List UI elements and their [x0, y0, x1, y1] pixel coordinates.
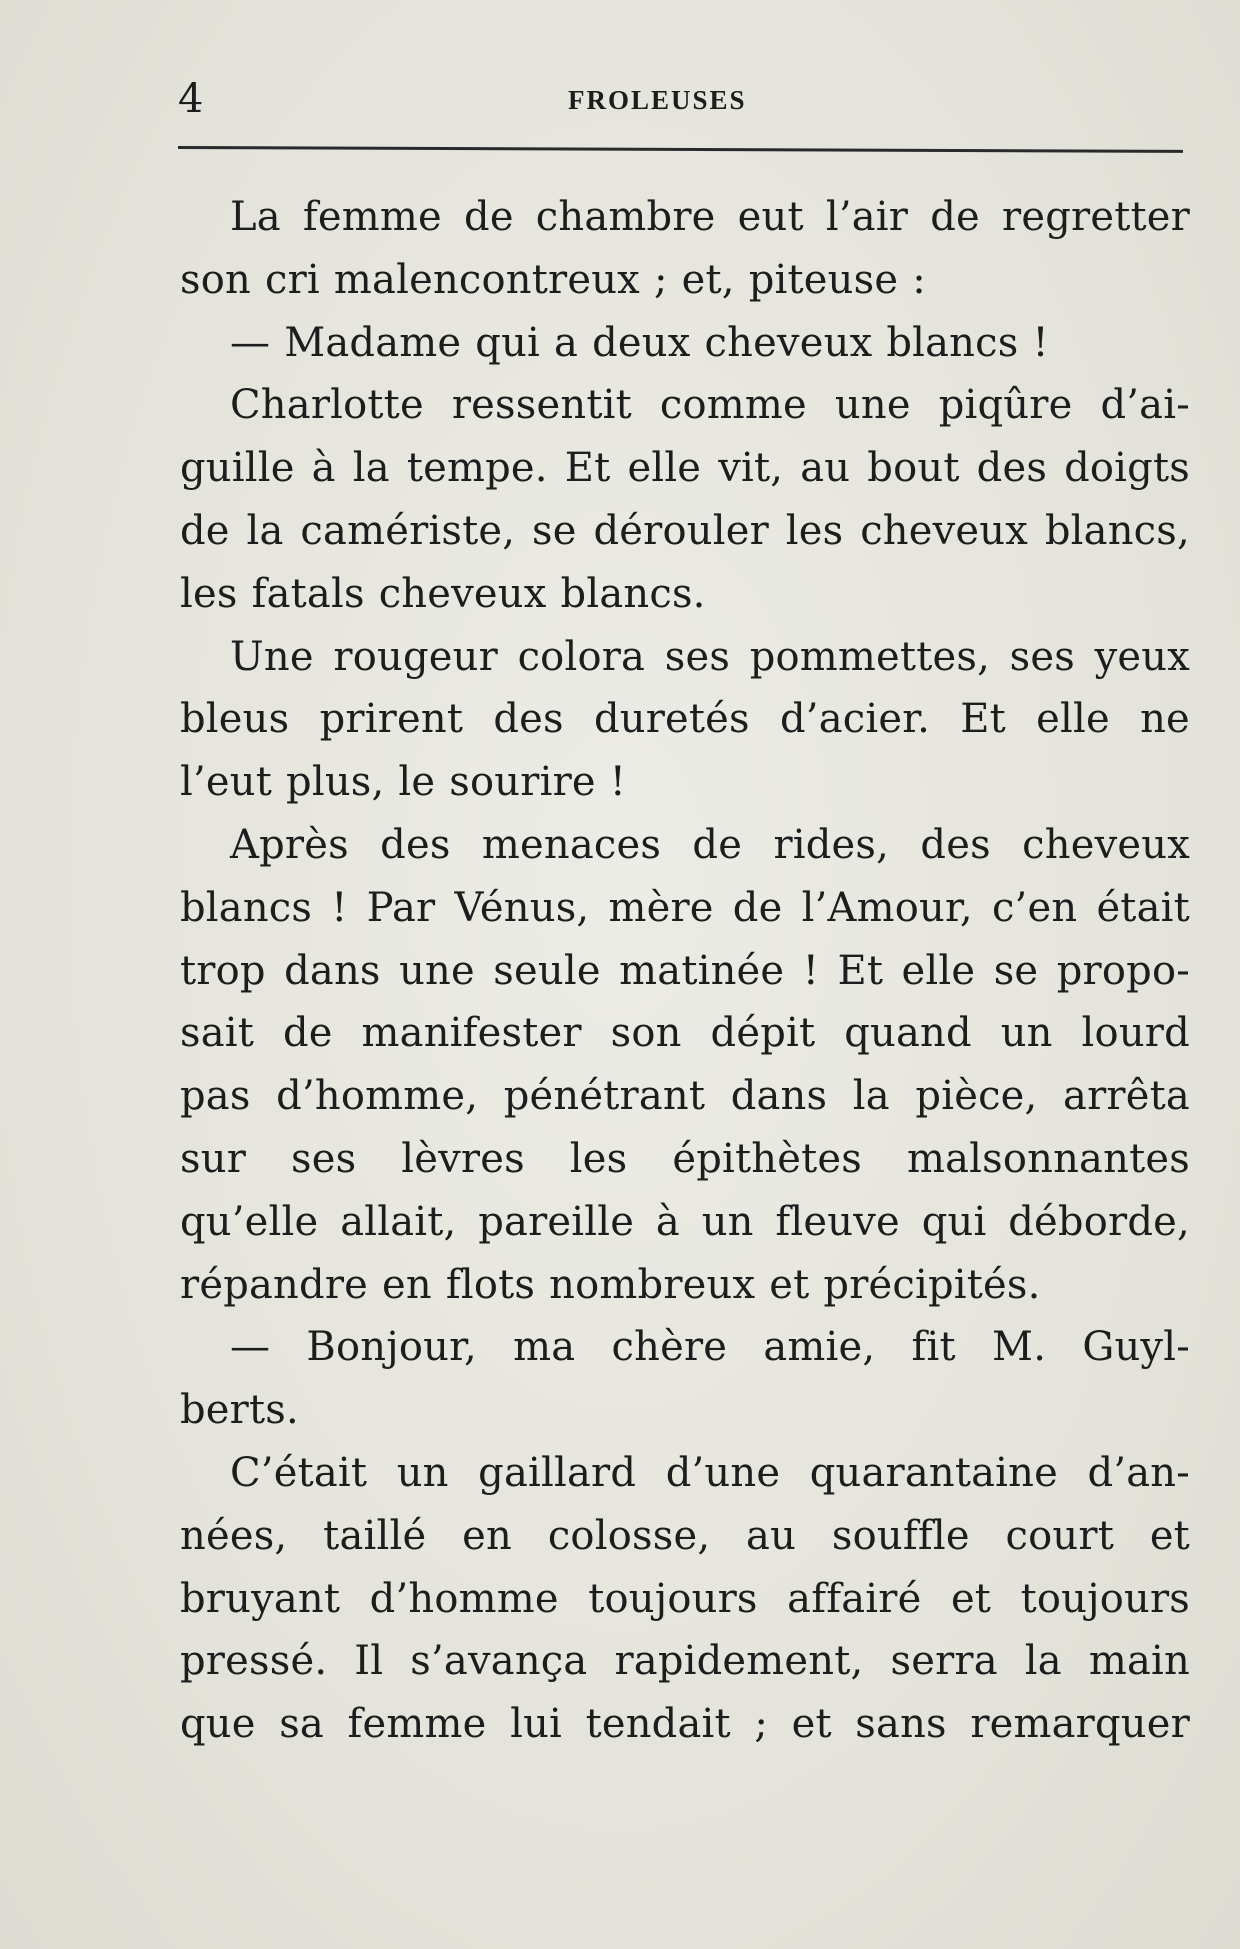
word: Et [960, 696, 1006, 743]
word: qui [475, 319, 541, 366]
word: Une [230, 633, 314, 680]
word: souffle [831, 1512, 970, 1559]
word: le [398, 759, 436, 806]
text-line [180, 1505, 1190, 1568]
word: c’en [991, 884, 1078, 931]
word: chambre [535, 194, 716, 240]
word: les [180, 570, 238, 617]
word: Vénus, [454, 884, 590, 931]
text-line [180, 186, 1190, 249]
word: épithètes [672, 1135, 862, 1182]
word: rides, [773, 821, 890, 868]
word: Et [564, 445, 611, 492]
word: un [1000, 1010, 1053, 1057]
word: amie, [763, 1324, 876, 1371]
word: Il [354, 1638, 384, 1685]
word: main [1088, 1638, 1190, 1685]
word: de [282, 1010, 333, 1057]
word: lourd [1081, 1010, 1190, 1057]
word: d’une [665, 1449, 781, 1496]
word: regretter [1002, 194, 1190, 240]
text-line [180, 877, 1190, 940]
word: tempe. [406, 445, 548, 492]
word: fleuve [775, 1198, 900, 1245]
word: mère [608, 884, 714, 931]
word: d’ai- [1100, 382, 1190, 429]
word: lui [510, 1701, 563, 1748]
word: remarquer [970, 1701, 1190, 1748]
text-line [180, 1442, 1190, 1505]
word: seule [493, 947, 601, 994]
word: une [834, 382, 911, 429]
word: gaillard [478, 1449, 637, 1496]
word: de [180, 507, 230, 554]
word: pénétrant [503, 1073, 706, 1120]
text-line [180, 1568, 1190, 1631]
word: de [692, 821, 743, 868]
text-line [180, 437, 1190, 500]
word: cheveux [704, 319, 873, 366]
word: manifester [361, 1010, 582, 1057]
word: fit [911, 1324, 956, 1371]
text-line [180, 1128, 1190, 1191]
word: deux [592, 319, 691, 366]
text-line [180, 814, 1190, 877]
word: camériste, [300, 507, 516, 554]
text-line [180, 312, 1190, 375]
text-line [180, 751, 1190, 814]
word: C’était [230, 1449, 368, 1496]
word: était [1096, 884, 1190, 931]
text-line [180, 1254, 1190, 1317]
word: les [785, 507, 844, 554]
word: malencontreux [333, 256, 640, 303]
word: piteuse [748, 256, 899, 303]
header-rule [178, 146, 1183, 153]
word: l’air [825, 194, 909, 240]
word: pièce, [915, 1073, 1038, 1120]
text-line [180, 1630, 1190, 1693]
word: en [382, 1261, 432, 1308]
text-line [180, 1379, 1190, 1442]
word: ses [664, 633, 731, 680]
word: nées, [180, 1512, 288, 1559]
word: Madame [284, 319, 462, 366]
word: sa [279, 1701, 324, 1748]
word: sans [855, 1701, 947, 1748]
word: blancs, [1044, 507, 1190, 554]
word: ; [754, 1701, 769, 1748]
word: bout [867, 445, 960, 492]
word: Guyl- [1082, 1324, 1190, 1371]
text-line [180, 1065, 1190, 1128]
text-line [180, 1191, 1190, 1254]
word: des [920, 821, 991, 868]
word: serra [890, 1638, 998, 1685]
word: la [1024, 1638, 1062, 1685]
word: au [746, 1512, 797, 1559]
word: un [701, 1198, 754, 1245]
text-line [180, 940, 1190, 1003]
word: malsonnantes [906, 1135, 1190, 1182]
word: d’homme [369, 1575, 559, 1622]
word: cheveux [1022, 821, 1190, 868]
word: que [180, 1701, 256, 1748]
word: yeux [1094, 633, 1190, 680]
word: ! [802, 947, 820, 994]
word: ne [1140, 696, 1190, 743]
word: de [464, 194, 514, 240]
word: — [230, 1324, 271, 1371]
word: et [791, 1701, 832, 1748]
word: ma [513, 1324, 576, 1371]
body-text [180, 186, 1190, 1756]
word: dans [284, 947, 381, 994]
word: de [732, 884, 783, 931]
word: pommettes, [749, 633, 990, 680]
word: arrêta [1063, 1073, 1190, 1120]
word: quand [844, 1010, 972, 1057]
word: la [852, 1073, 890, 1120]
word: blancs [886, 319, 1019, 366]
word: ses [290, 1135, 357, 1182]
text-line [180, 626, 1190, 689]
word: pareille [478, 1198, 635, 1245]
word: cheveux [378, 570, 547, 617]
word: un [396, 1449, 449, 1496]
word: affairé [787, 1575, 922, 1622]
word: d’acier. [779, 696, 931, 743]
word: au [800, 445, 851, 492]
word: et [769, 1261, 810, 1308]
word: pressé. [180, 1638, 328, 1685]
word: lèvres [401, 1135, 525, 1182]
word: nombreux [549, 1261, 756, 1308]
word: ses [1009, 633, 1075, 680]
word: déborde, [1008, 1198, 1190, 1245]
word: piqûre [938, 382, 1073, 429]
text-line [180, 563, 1190, 626]
word: répandre [180, 1261, 369, 1308]
word: bruyant [180, 1575, 341, 1622]
word: propo- [1056, 947, 1190, 994]
word: de [930, 194, 980, 240]
word: ! [609, 759, 627, 806]
text-line [180, 374, 1190, 437]
word: qu’elle [180, 1198, 319, 1245]
word: doigts [1064, 445, 1190, 492]
word: d’an- [1087, 1449, 1190, 1496]
text-line [180, 1693, 1190, 1756]
word: la [352, 445, 390, 492]
word: Et [837, 947, 884, 994]
word: M. [992, 1324, 1047, 1371]
word: l’Amour, [801, 884, 973, 931]
word: La [230, 194, 281, 240]
word: court [1005, 1512, 1114, 1559]
word: dépit [710, 1010, 816, 1057]
word: a [554, 319, 579, 366]
word: chère [611, 1324, 728, 1371]
word: ; [653, 256, 668, 303]
word: la [246, 507, 284, 554]
word: blancs. [560, 570, 706, 617]
word: colora [517, 633, 646, 680]
word: comme [659, 382, 807, 429]
word: — [230, 319, 271, 366]
word: Après [230, 821, 349, 868]
word: toujours [588, 1575, 758, 1622]
word: blancs [180, 884, 313, 931]
word: ! [1032, 319, 1049, 366]
word: plus, [286, 759, 385, 806]
word: Par [366, 884, 436, 931]
word: dérouler [593, 507, 769, 554]
word: trop [180, 947, 266, 994]
word: : [912, 256, 926, 303]
word: se [993, 947, 1039, 994]
word: en [462, 1512, 513, 1559]
word: d’homme, [276, 1073, 479, 1120]
word: sur [180, 1135, 247, 1182]
word: s’avança [410, 1638, 588, 1685]
word: femme [347, 1701, 487, 1748]
word: précipités. [823, 1261, 1041, 1308]
word: des [493, 696, 564, 743]
text-line [180, 500, 1190, 563]
page-number: 4 [178, 76, 204, 122]
word: fatals [251, 570, 365, 617]
word: sourire [449, 759, 596, 806]
text-line [180, 1002, 1190, 1065]
word: une [399, 947, 475, 994]
word: se [532, 507, 577, 554]
word: Bonjour, [306, 1324, 477, 1371]
word: duretés [593, 696, 750, 743]
word: qui [921, 1198, 987, 1245]
word: des [976, 445, 1048, 492]
word: cri [264, 256, 320, 303]
word: allait, [340, 1198, 457, 1245]
word: tendait [585, 1701, 731, 1748]
text-line [180, 1316, 1190, 1379]
word: toujours [1020, 1575, 1190, 1622]
word: et [950, 1575, 992, 1622]
word: taillé [323, 1512, 427, 1559]
word: bleus [180, 696, 290, 743]
word: femme [302, 194, 442, 240]
word: à [655, 1198, 680, 1245]
word: colosse, [547, 1512, 711, 1559]
word: rougeur [333, 633, 498, 680]
word: vit, [718, 445, 784, 492]
word: guille [180, 445, 295, 492]
word: et, [681, 256, 735, 303]
text-line [180, 688, 1190, 751]
word: rapidement, [614, 1638, 864, 1685]
word: des [380, 821, 451, 868]
word: eut [737, 194, 804, 240]
word: et [1149, 1512, 1190, 1559]
word: cheveux [860, 507, 1029, 554]
word: elle [627, 445, 702, 492]
word: les [569, 1135, 628, 1182]
word: ressentit [451, 382, 632, 429]
word: Charlotte [230, 382, 424, 429]
word: flots [445, 1261, 536, 1308]
word: pas [180, 1073, 251, 1120]
word: menaces [481, 821, 662, 868]
word: ! [331, 884, 348, 931]
word: sait [180, 1010, 255, 1057]
word: elle [1036, 696, 1110, 743]
word: dans [730, 1073, 828, 1120]
word: son [610, 1010, 682, 1057]
word: prirent [319, 696, 464, 743]
word: elle [901, 947, 976, 994]
word: à [311, 445, 336, 492]
word: quarantaine [809, 1449, 1059, 1496]
word: son [180, 256, 251, 303]
word: matinée [619, 947, 785, 994]
word: berts. [180, 1387, 299, 1434]
page-header [178, 74, 1180, 124]
text-line [180, 249, 1190, 312]
running-title: FROLEUSES [568, 85, 747, 115]
word: l’eut [180, 759, 273, 806]
